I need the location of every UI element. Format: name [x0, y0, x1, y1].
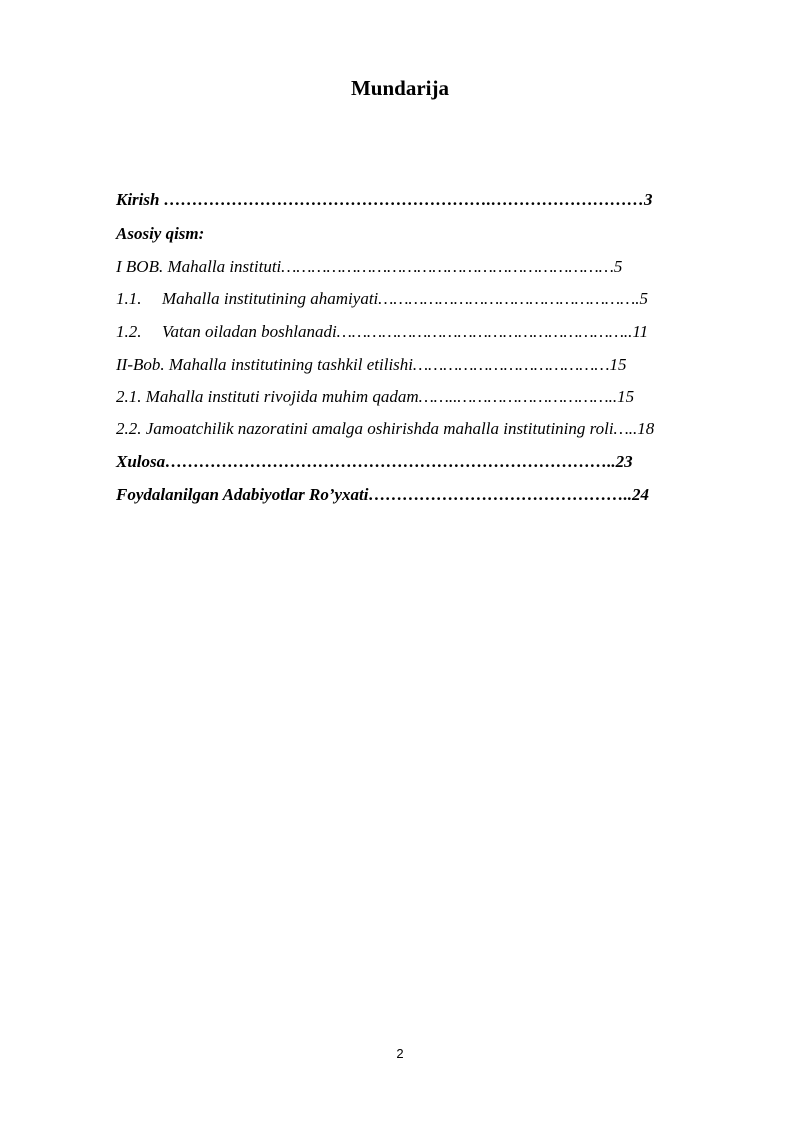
toc-entry-1-2	[116, 320, 648, 344]
toc-entry-number: 1.1.	[116, 289, 142, 308]
toc-entry-text: Mahalla institutining ahamiyati…………………………………………….5	[162, 289, 648, 308]
page-number: 2	[396, 1046, 404, 1061]
toc-section-heading: Asosiy qism:	[116, 224, 205, 243]
toc-entry-xulosa: Xulosa……………………………………………………………………..23	[116, 452, 633, 471]
toc-entry-kirish: Kirish ………………………………………………….………………………3	[116, 190, 653, 209]
page-title: Mundarija	[350, 76, 449, 100]
toc-entry-1-1	[116, 287, 648, 311]
toc-entry-bob-1: I BOB. Mahalla instituti…………………………………………………………5	[116, 257, 623, 276]
toc-entry-2-1: 2.1. Mahalla instituti rivojida muhim qadam……..…………………………..15	[116, 387, 635, 406]
toc-entry-text: Vatan oiladan boshlanadi…………………………………………………..11	[162, 322, 649, 341]
toc-entry-number: 1.2.	[116, 322, 142, 341]
toc-entry-2-2: 2.2. Jamoatchilik nazoratini amalga oshirishda mahalla institutining roli…..18	[116, 419, 655, 438]
toc-entry-bob-2: II-Bob. Mahalla institutining tashkil etilishi…………………………………15	[116, 355, 627, 374]
toc-entry-adabiyotlar: Foydalanilgan Adabiyotlar Ro’yxati………………………………………..24	[116, 485, 649, 504]
